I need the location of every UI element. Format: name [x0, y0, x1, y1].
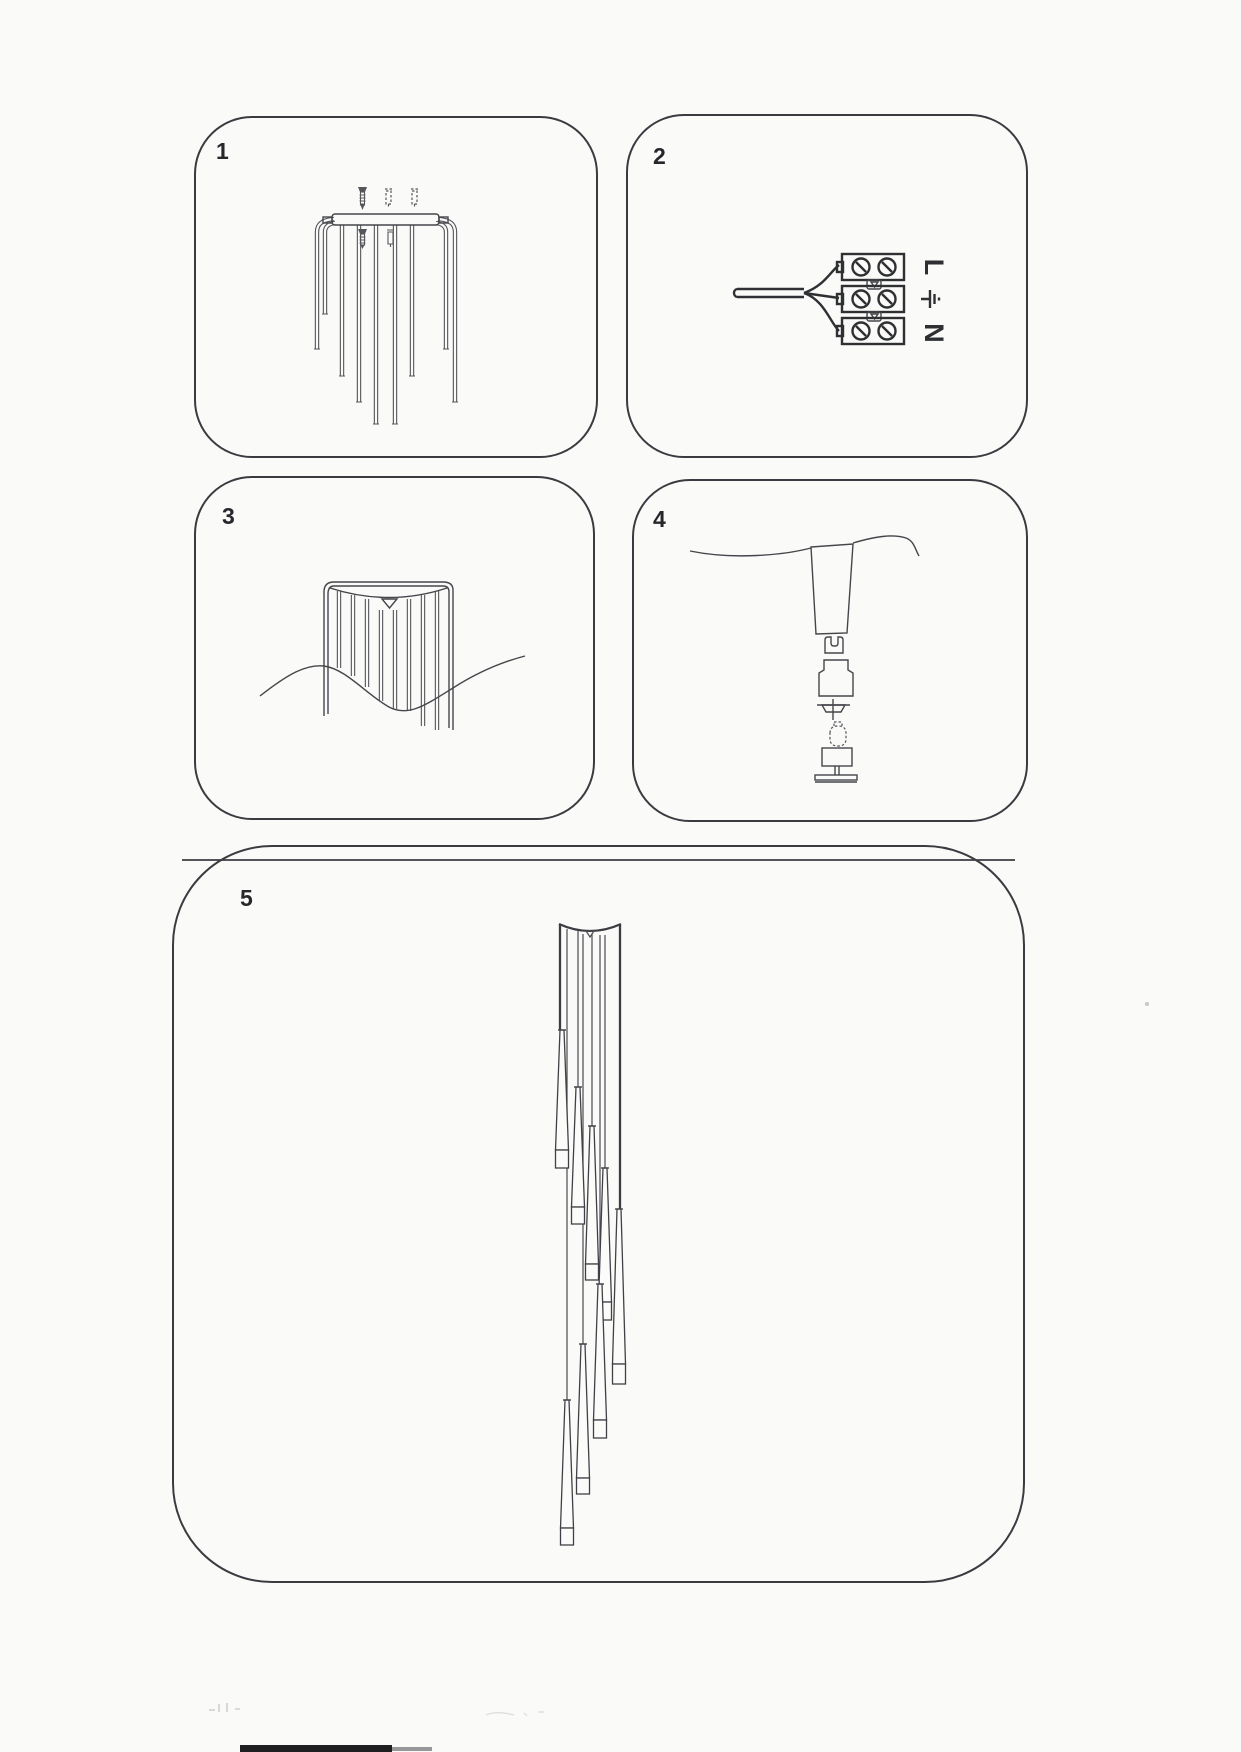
- step-number: 1: [216, 138, 229, 164]
- canopy-shell: [324, 582, 453, 730]
- wires: [804, 265, 839, 331]
- live-label: L: [918, 258, 949, 276]
- scan-speck: [1145, 1002, 1149, 1006]
- mounting-bar: [323, 214, 448, 225]
- terminal-block: [837, 254, 904, 344]
- supply-cable: [734, 289, 804, 297]
- screw-terminal: [842, 318, 904, 344]
- step-panel-2: [626, 114, 1028, 458]
- canopy-installation-drawing: [196, 478, 593, 818]
- connector-exploded-drawing: [634, 481, 1026, 820]
- scan-edge-blot: [240, 1745, 392, 1752]
- step-number: 2: [653, 143, 666, 169]
- retainer-washer: [817, 699, 850, 720]
- step-panel-1: [194, 116, 598, 458]
- screw-terminal: [842, 286, 904, 312]
- ceiling-fabric-wave: [260, 656, 525, 711]
- step-panel-5: [172, 845, 1025, 1583]
- screw-terminal: [842, 254, 904, 280]
- neutral-label: N: [918, 323, 949, 343]
- drop-cone-light: [613, 1209, 626, 1384]
- step-panel-4: [632, 479, 1028, 822]
- ceiling-line: [690, 536, 919, 556]
- canopy-notch: [382, 599, 397, 608]
- connector-plug: [825, 637, 843, 653]
- hanging-cables: [314, 219, 458, 424]
- scan-edge-blot: [392, 1747, 432, 1751]
- screw-icon: [358, 187, 367, 210]
- scan-scribble: [480, 1703, 560, 1723]
- led-capsule: [830, 722, 846, 746]
- assembled-pendant-drawing: [174, 847, 1023, 1581]
- drop-cone-light: [586, 1126, 599, 1280]
- canopy-cables: [339, 591, 437, 730]
- lamp-head: [815, 748, 857, 782]
- step-panel-3: [194, 476, 595, 820]
- terminal-block-wiring-drawing: [628, 116, 1026, 456]
- drop-cone-light: [577, 1344, 590, 1494]
- drop-cone-light: [561, 1400, 574, 1545]
- step-number: 4: [653, 506, 666, 532]
- step-number: 3: [222, 503, 235, 529]
- cord-grip-cone: [811, 544, 853, 634]
- step-number: 5: [240, 885, 253, 911]
- ghost-screw-icon: [385, 189, 418, 208]
- earth-symbol-icon: [921, 290, 939, 308]
- socket-housing: [819, 660, 853, 696]
- ghost-screw-icon: [387, 230, 394, 247]
- mounting-bracket-drawing: [196, 118, 596, 456]
- scan-scribble: [205, 1696, 275, 1718]
